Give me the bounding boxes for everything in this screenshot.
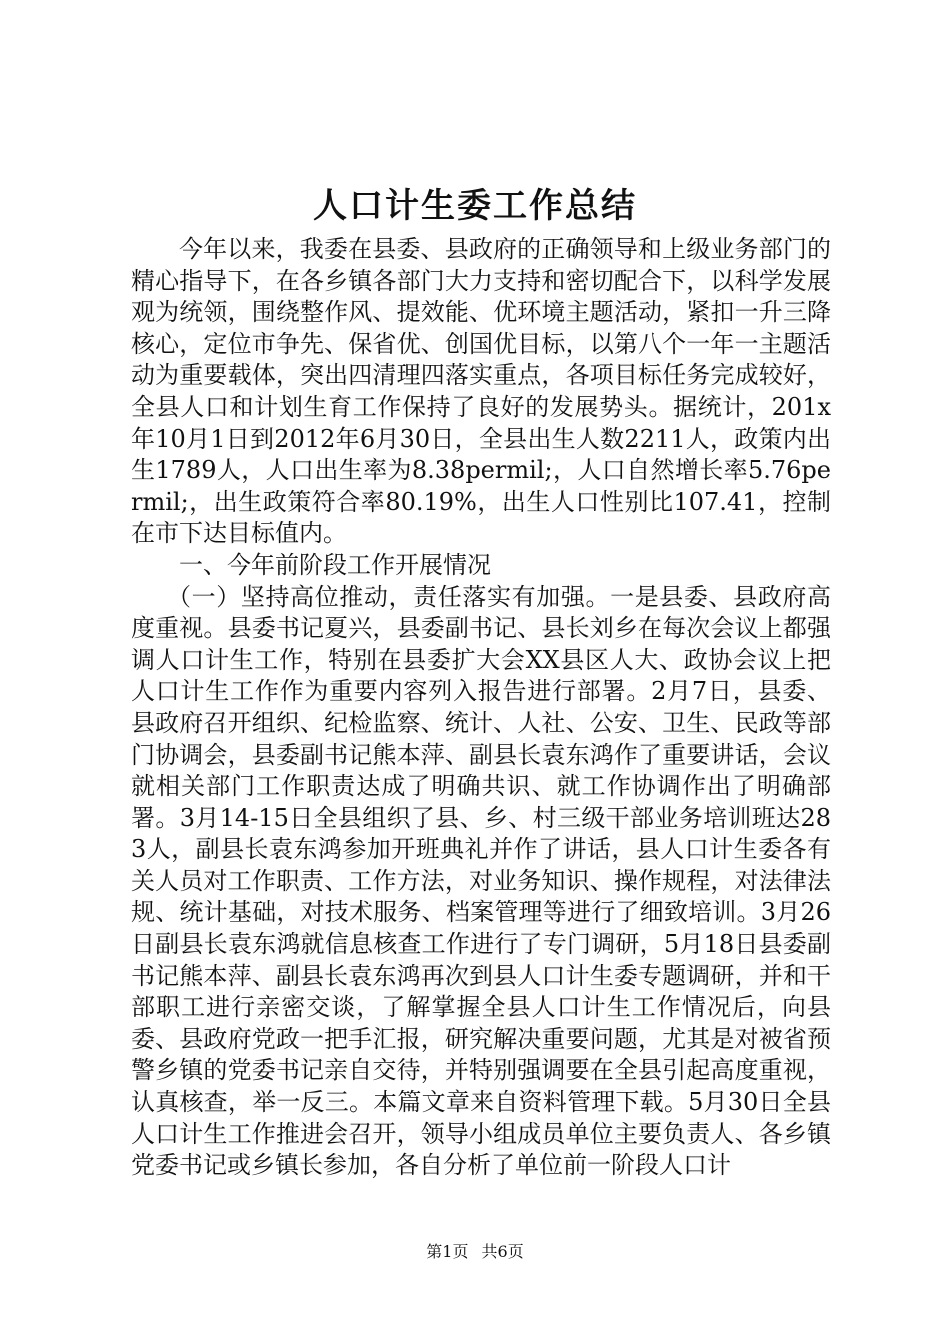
document-title: 人口计生委工作总结 <box>313 186 637 226</box>
page-footer <box>0 1241 950 1263</box>
document-body <box>131 234 831 1182</box>
page-total: 共6页 <box>481 1242 524 1261</box>
section-heading: 一、今年前阶段工作开展情况 <box>179 550 491 579</box>
paragraph-section-1: （一）坚持高位推动，责任落实有加强。一是县委、县政府高度重视。县委书记夏兴，县委副书记、县长刘乡在每次会议上都强调人口计生工作，特别在县委扩大会XX县区人大、政协会议上把人口计生工作作为重要内容列入报告进行部署。2月7日，县委、县政府召开组织、纪检监察、统计、人社、公安、卫生、民政等部门协调会，县委副书记熊本萍、副县长袁东鸿作了重要讲话，会议就相关部门工作职责达成了明确共识、就工作协调作出了明确部署。3月14-15日全县组织了县、乡、村三级干部业务培训班达283人，副县长袁东鸿参加开班典礼并作了讲话，县人口计生委各有关人员对工作职责、工作方法，对业务知识、操作规程，对法律法规、统计基础，对技术服务、档案管理等进行了细致培训。3月26日副县长袁东鸿就信息核查工作进行了专门调研，5月18日县委副书记熊本萍、副县长袁东鸿再次到县人口计生委专题调研，并和干部职工进行亲密交谈，了解掌握全县人口计生工作情况后，向县委、县政府党政一把手汇报，研究解决重要问题，尤其是对被省预警乡镇的党委书记亲自交待，并特别强调要在全县引起高度重视，认真核查，举一反三。本篇文章来自资料管理下载。5月30日全县人口计生工作推进会召开，领导小组成员单位主要负责人、各乡镇党委书记或乡镇长参加，各自分析了单位前一阶段人口计 <box>131 582 831 1180</box>
paragraph-intro: 今年以来，我委在县委、县政府的正确领导和上级业务部门的精心指导下，在各乡镇各部门大力支持和密切配合下，以科学发展观为统领，围绕整作风、提效能、优环境主题活动，紧扣一升三降核心，定位市争先、保省优、创国优目标，以第八个一年一主题活动为重要载体，突出四清理四落实重点，各项目标任务完成较好，全县人口和计划生育工作保持了良好的发展势头。据统计，201x年10月1日到2012年6月30日，全县出生人数2211人，政策内出生1789人，人口出生率为8.38permil;，人口自然增长率5.76permil;，出生政策符合率80.19%，出生人口性别比107.41，控制在市下达目标值内。 <box>131 235 831 548</box>
page-number: 第1页 <box>426 1242 469 1261</box>
